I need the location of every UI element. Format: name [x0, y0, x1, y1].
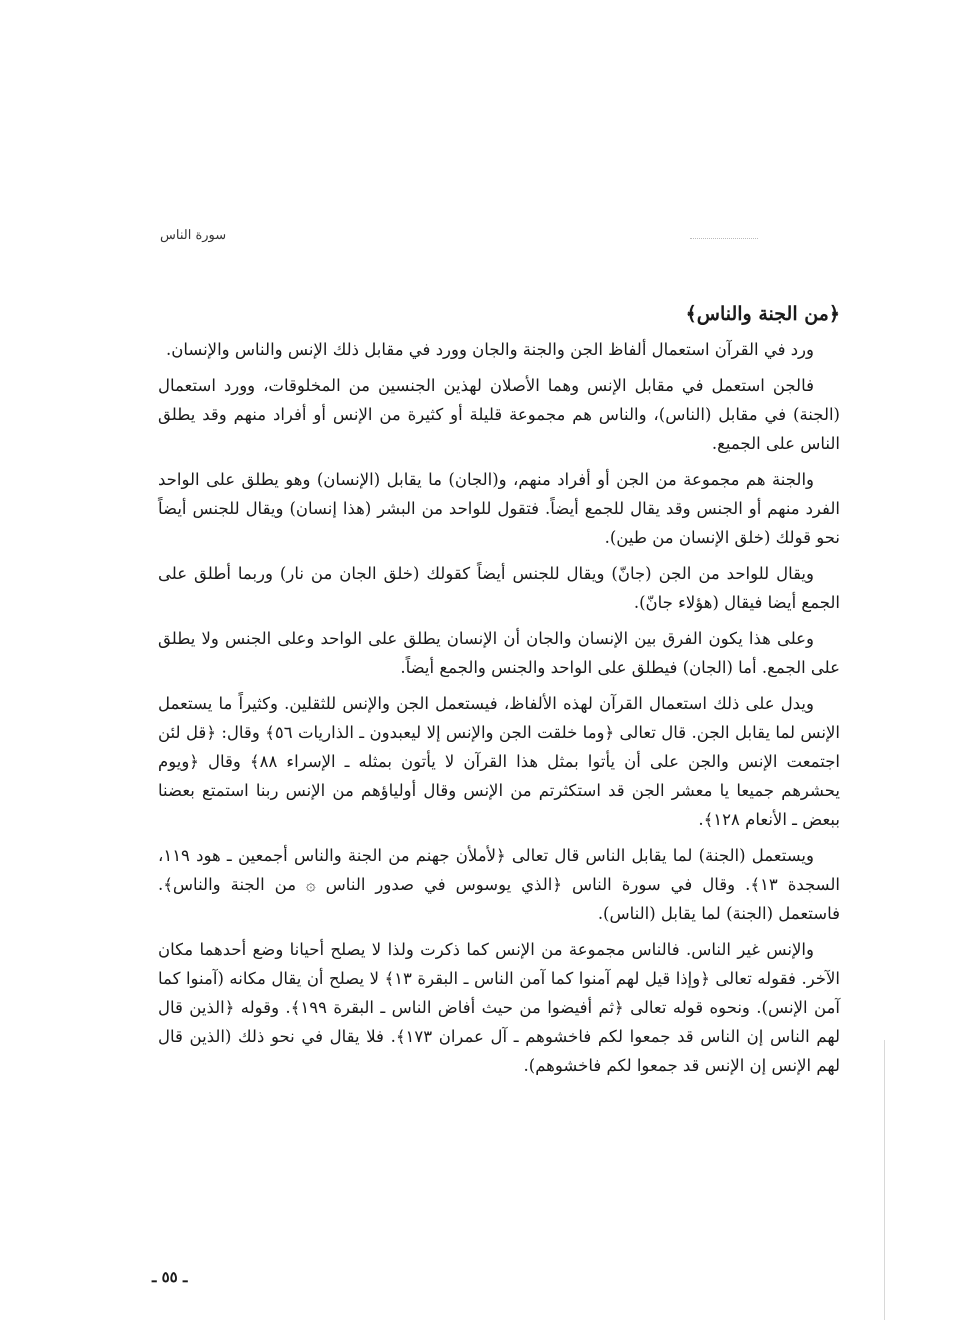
- paragraph: ويدل على ذلك استعمال القرآن لهذه الألفاظ، فيستعمل الجن والإنس للثقلين. وكثيراً ما يستعمل الإنس لما يقابل الجن. قال تعالى ﴿وما خلقت الجن والإنس إلا ليعبدون ـ الذاريات ٥٦﴾ وقال: ﴿قل لئن اجتمعت الإنس والجن على أن يأتوا بمثل هذا القرآن لا يأتون بمثله ـ الإسراء ٨٨﴾ وقال ﴿ويوم يحشرهم جميعا يا معشر الجن قد استكثرتم من الإنس وقال أولياؤهم من الإنس ربنا استمتع بعضنا ببعض ـ الأنعام ١٢٨﴾.: [158, 694, 841, 829]
- header-rule: [690, 238, 758, 239]
- page-number: ـ ٥٥ ـ: [152, 1268, 188, 1286]
- section-title: ﴿من الجنة والناس﴾: [685, 303, 840, 325]
- running-header: سورة الناس: [160, 228, 227, 243]
- paragraph: ورد في القرآن استعمال ألفاظ الجن والجنة والجان وورد في مقابل ذلك الإنس والناس والإنسان.: [165, 340, 814, 359]
- paragraph: فالجن استعمل في مقابل الإنس وهما الأصلان لهذين الجنسين من المخلوقات، وورد استعمال (الجنة) في مقابل (الناس)، والناس هم مجموعة قليلة أو كثيرة من الإنس أو أفراد منهم وقد يطلق الناس على الجميع.: [158, 376, 840, 453]
- scan-edge-line: [884, 1040, 885, 1320]
- paragraph: ويقال للواحد من الجن (جانّ) ويقال للجنس أيضاً كقولك (خلق الجان من نار) وربما أطلق على الجمع أيضا فيقال (هؤلاء جانّ).: [158, 564, 840, 612]
- paragraph: والإنس غير الناس. فالناس مجموعة من الإنس كما ذكرت ولذا لا يصلح أحيانا وضع أحدهما مكان الآخر. فقوله تعالى ﴿وإذا قيل لهم آمنوا كما آمن الناس ـ البقرة ١٣﴾ لا يصلح أن يقال مكانه (آمنوا كما آمن الإنس). ونحوه قوله تعالى ﴿ثم أفيضوا من حيث أفاض الناس ـ البقرة ١٩٩﴾. وقوله ﴿الذين قال لهم الناس إن الناس قد جمعوا لكم فاخشوهم ـ آل عمران ١٧٣﴾. فلا يقال في نحو ذلك (الذين قال لهم الإنس إن الإنس قد جمعوا لكم فاخشوهم).: [158, 940, 840, 1075]
- paragraph: والجنة هم مجموعة من الجن أو أفراد منهم، و(الجان) ما يقابل (الإنسان) وهو يطلق على الواحد الفرد منهم أو الجنس وقد يقال للجمع أيضاً. فتقول للواحد من البشر (هذا إنسان) ويقال للجنس أيضاً نحو قولك (خلق الإنسان من طين).: [158, 470, 840, 547]
- page-body: [158, 300, 840, 1087]
- paragraph: وعلى هذا يكون الفرق بين الإنسان والجان أن الإنسان يطلق على الواحد وعلى الجنس ولا يطلق على الجمع. أما (الجان) فيطلق على الواحد والجنس والجمع أيضاً.: [158, 629, 840, 677]
- paragraph: ويستعمل (الجنة) لما يقابل الناس قال تعالى ﴿لأملأن جهنم من الجنة والناس أجمعين ـ هود ١١٩، السجدة ١٣﴾. وقال في سورة الناس ﴿الذي يوسوس في صدور الناس ۞ من الجنة والناس﴾. فاستعمل (الجنة) لما يقابل (الناس).: [158, 846, 840, 923]
